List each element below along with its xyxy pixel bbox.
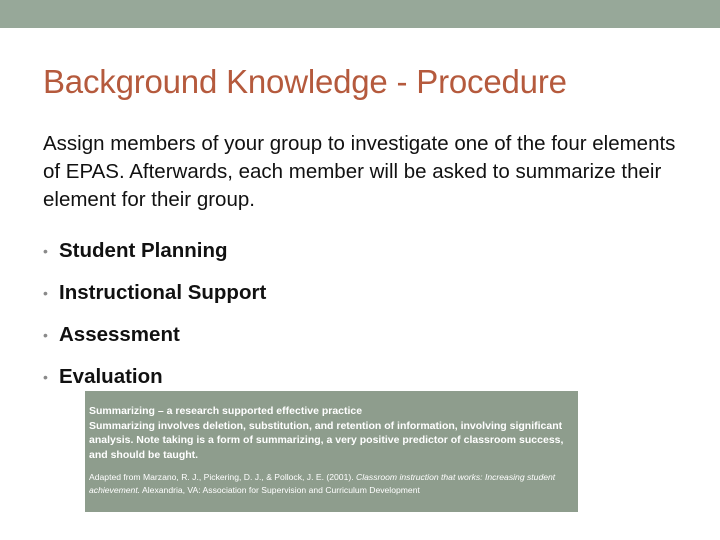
list-item (43, 230, 266, 272)
note-citation (89, 471, 574, 496)
list-item (43, 272, 266, 314)
bullet-icon: • (43, 285, 48, 301)
bullet-icon: • (43, 369, 48, 385)
list-item (43, 314, 266, 356)
bullet-label: Instructional Support (59, 281, 267, 304)
bullet-icon: • (43, 327, 48, 343)
summary-note-box (85, 391, 578, 512)
citation-prefix: Adapted from Marzano, R. J., Pickering, D. J., & Pollock, J. E. (2001). (89, 472, 356, 482)
bullet-label: Assessment (59, 323, 180, 346)
citation-title: Classroom instruction that works: Increasing student achievement. (89, 472, 556, 495)
slide-title: Background Knowledge - Procedure (43, 63, 567, 100)
citation-suffix: Alexandria, VA: Association for Supervision and Curriculum Development (140, 484, 420, 495)
bullet-label: Evaluation (59, 365, 163, 388)
bullet-icon: • (43, 243, 48, 259)
top-accent-bar (0, 0, 720, 28)
note-heading: Summarizing – a research supported effective practice (89, 405, 363, 417)
note-body: Summarizing involves deletion, substitution, and retention of information, involving significant analysis. Note taking is a form of summarizing, a very positive predictor of classroom success, and should be taught. (89, 419, 564, 461)
bullet-list (43, 230, 266, 398)
intro-paragraph: Assign members of your group to investigate one of the four elements of EPAS. Afterwards, each member will be asked to summarize their element for their group. (43, 132, 676, 211)
bullet-label: Student Planning (59, 239, 228, 262)
